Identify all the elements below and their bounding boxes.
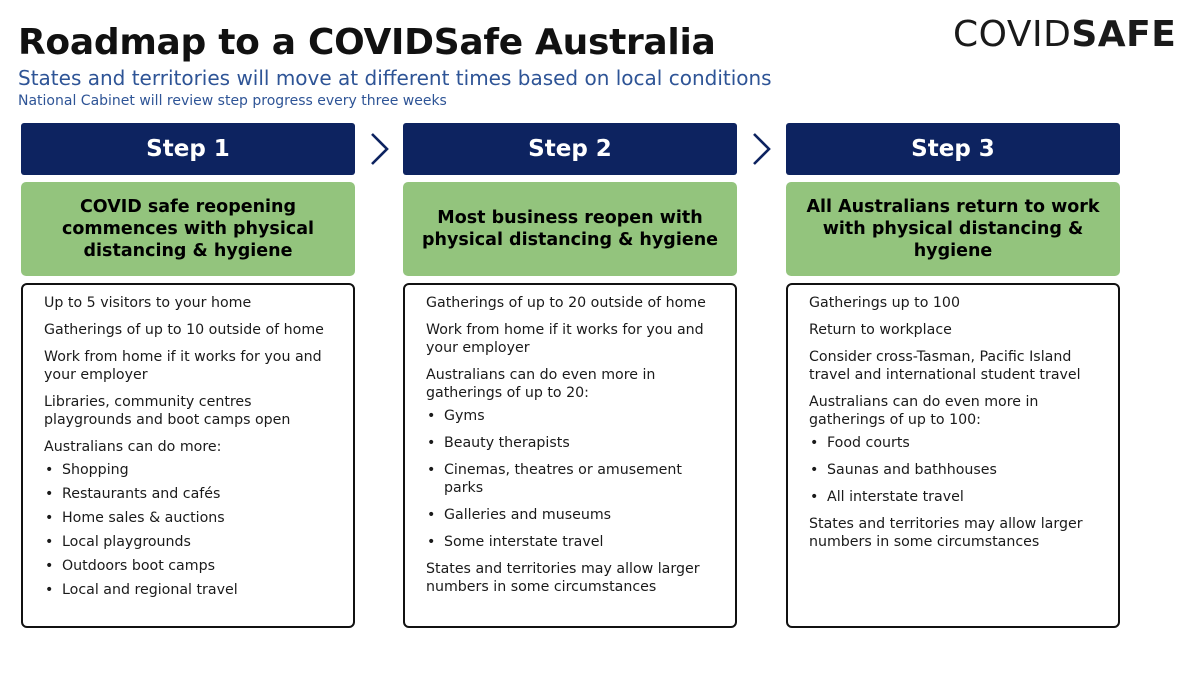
list-item: • Outdoors boot camps <box>44 557 341 575</box>
step-1-column <box>21 123 355 628</box>
chevron-right-icon <box>748 131 774 167</box>
step-3-bullet-list <box>809 434 1106 506</box>
step-2-bullet-list <box>426 407 723 551</box>
page-title: Roadmap to a COVIDSafe Australia <box>18 22 716 63</box>
list-item: • Shopping <box>44 461 341 479</box>
step-2-line: Work from home if it works for you and your employer <box>426 322 704 356</box>
step-3-summary: All Australians return to work with physical distancing & hygiene <box>786 182 1120 276</box>
step-3-line: Consider cross-Tasman, Pacific Island travel and international student travel <box>809 349 1081 383</box>
list-item: • Restaurants and cafés <box>44 485 341 503</box>
page-note: National Cabinet will review step progress every three weeks <box>18 93 447 109</box>
list-item: • Beauty therapists <box>426 434 723 452</box>
list-item: • Cinemas, theatres or amusement parks <box>426 461 723 497</box>
step-1-line: Up to 5 visitors to your home <box>44 295 252 311</box>
list-item: • Home sales & auctions <box>44 509 341 527</box>
step-1-bullet-list <box>44 461 341 599</box>
chevron-right-icon <box>366 131 392 167</box>
logo-text-safe: SAFE <box>1071 14 1177 55</box>
step-2-column <box>403 123 737 628</box>
step-2-footer: States and territories may allow larger numbers in some circumstances <box>426 561 700 595</box>
step-3-column <box>786 123 1120 628</box>
list-item: • Local and regional travel <box>44 581 341 599</box>
list-item: • Galleries and museums <box>426 506 723 524</box>
step-2-line: Australians can do even more in gatherings of up to 20: <box>426 367 656 401</box>
step-1-header: Step 1 <box>21 123 355 175</box>
list-item: • Gyms <box>426 407 723 425</box>
step-2-summary: Most business reopen with physical distancing & hygiene <box>403 182 737 276</box>
list-item: • Some interstate travel <box>426 533 723 551</box>
logo-text-covid: COVID <box>953 14 1072 55</box>
step-3-line: Return to workplace <box>809 322 952 338</box>
step-3-footer: States and territories may allow larger numbers in some circumstances <box>809 516 1083 550</box>
step-2-header: Step 2 <box>403 123 737 175</box>
step-3-line: Gatherings up to 100 <box>809 295 960 311</box>
step-1-line: Gatherings of up to 10 outside of home <box>44 322 324 338</box>
step-2-line: Gatherings of up to 20 outside of home <box>426 295 706 311</box>
step-3-line: Australians can do even more in gatherings of up to 100: <box>809 394 1039 428</box>
step-1-summary: COVID safe reopening commences with physical distancing & hygiene <box>21 182 355 276</box>
step-3-header: Step 3 <box>786 123 1120 175</box>
list-item: • All interstate travel <box>809 488 1106 506</box>
list-item: • Food courts <box>809 434 1106 452</box>
list-item: • Local playgrounds <box>44 533 341 551</box>
list-item: • Saunas and bathhouses <box>809 461 1106 479</box>
step-1-line: Libraries, community centres playgrounds and boot camps open <box>44 394 291 428</box>
step-1-details <box>21 283 355 628</box>
page-subtitle: States and territories will move at different times based on local conditions <box>18 66 772 90</box>
step-1-line: Australians can do more: <box>44 439 222 455</box>
step-3-details <box>786 283 1120 628</box>
step-1-line: Work from home if it works for you and your employer <box>44 349 322 383</box>
covidsafe-logo <box>953 14 1176 55</box>
step-2-details <box>403 283 737 628</box>
